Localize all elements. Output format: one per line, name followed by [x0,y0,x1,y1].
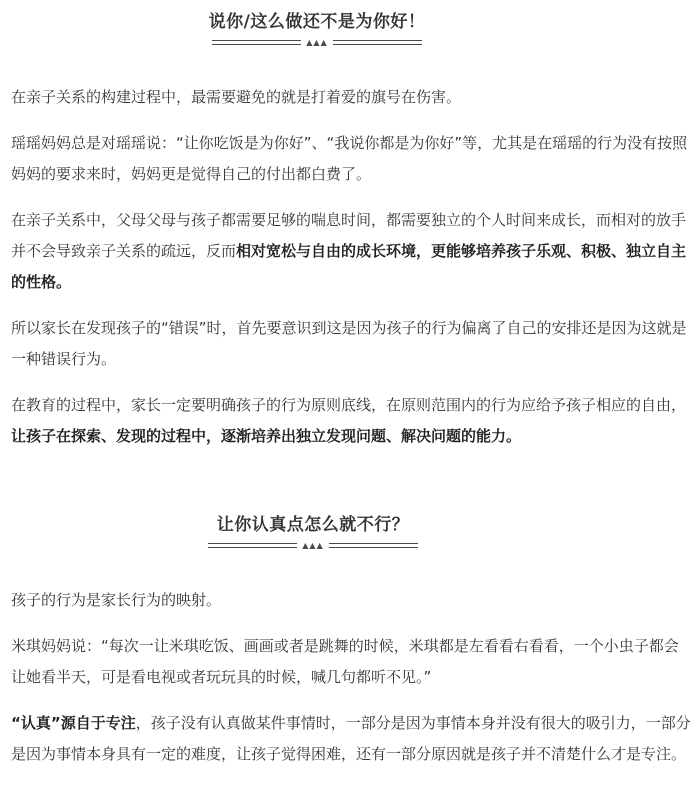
section-1-header [0,10,634,47]
title-ornament [0,541,626,550]
divider-left [212,40,301,45]
paragraph: 所以家长在发现孩子的“错误”时，首先要意识到这是因为孩子的行为偏离了自己的安排还是因为这就是一种错误行为。 [11,319,687,368]
emphasis-text: 相对宽松与自由的成长环境，更能够培养孩子乐观、积极、独立自主的性格。 [11,242,687,291]
paragraph: 在亲子关系的构建过程中，最需要避免的就是打着爱的旗号在伤害。 [11,88,462,106]
divider-left [208,543,297,548]
divider-right [329,543,418,548]
paragraph: 孩子的行为是家长行为的映射。 [11,591,222,609]
paragraph: 在亲子关系中，父母父母与孩子都需要足够的喘息时间，都需要独立的个人时间来成长，而相对的放手并不会导致亲子关系的疏远，反而相对宽松与自由的成长环境，更能够培养孩子乐观、积极、独立自主的性格。 [11,211,687,291]
section-1-body [0,82,691,452]
triangle-ornament-icon: ▲▲▲ [302,541,324,550]
paragraph: 米琪妈妈说：“每次一让米琪吃饭、画画或者是跳舞的时候，米琪都是左看看右看看，一个小虫子都会让她看半天，可是看电视或者玩玩具的时候，喊几句都听不见。” [11,637,679,686]
divider-right [333,40,422,45]
section-2-header [0,513,626,550]
emphasis-text: 让孩子在探索、发现的过程中，逐渐培养出独立发现问题、解决问题的能力。 [11,427,522,445]
paragraph: “认真”源自于专注，孩子没有认真做某件事情时，一部分是因为事情本身并没有很大的吸引力，一部分是因为事情本身具有一定的难度，让孩子觉得困难，还有一部分原因就是孩子并不清楚什么才是专注。 [11,714,691,763]
paragraph: 瑶瑶妈妈总是对瑶瑶说：“让你吃饭是为你好”、“我说你都是为你好”等，尤其是在瑶瑶的行为没有按照妈妈的要求来时，妈妈更是觉得自己的付出都白费了。 [11,134,688,183]
title-ornament [0,38,634,47]
emphasis-text: “认真”源自于专注 [11,714,136,732]
paragraph: 在教育的过程中，家长一定要明确孩子的行为原则底线，在原则范围内的行为应给予孩子相应的自由，让孩子在探索、发现的过程中，逐渐培养出独立发现问题、解决问题的能力。 [11,396,687,445]
section-1-title: 说你/这么做还不是为你好！ [208,12,426,32]
section-2-title: 让你认真点怎么就不行？ [216,515,410,535]
section-2-body [0,585,691,770]
triangle-ornament-icon: ▲▲▲ [306,38,328,47]
